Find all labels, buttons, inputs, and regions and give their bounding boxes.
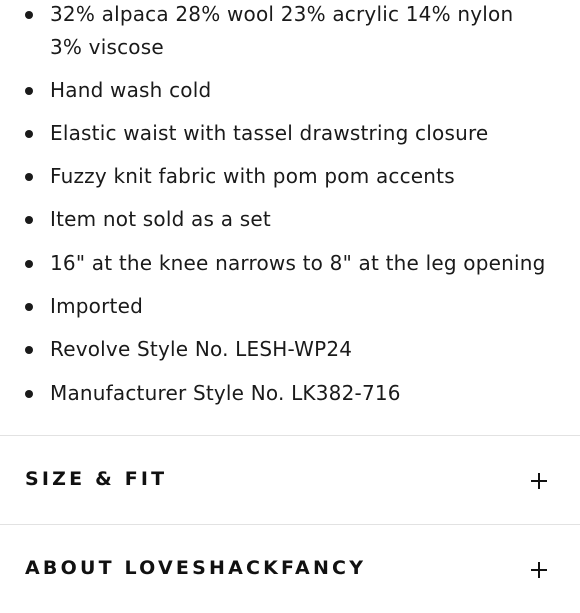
list-item-text: Manufacturer Style No. LK382-716	[50, 381, 401, 405]
accordion-about-loveshackfancy[interactable]	[0, 525, 580, 613]
bullet-icon	[25, 260, 33, 268]
accordion-size-fit[interactable]	[0, 436, 580, 524]
list-item	[50, 203, 550, 236]
bullet-icon	[25, 87, 33, 95]
bullet-icon	[25, 130, 33, 138]
list-item-text: Hand wash cold	[50, 78, 212, 102]
list-item-text: Imported	[50, 294, 143, 318]
plus-icon[interactable]	[531, 562, 547, 578]
list-item-text: Elastic waist with tassel drawstring closure	[50, 121, 489, 145]
bullet-icon	[25, 11, 33, 19]
bullet-icon	[25, 173, 33, 181]
list-item	[50, 247, 550, 280]
list-item-text: Revolve Style No. LESH-WP24	[50, 337, 353, 361]
list-item-text: Fuzzy knit fabric with pom pom accents	[50, 164, 455, 188]
list-item	[50, 290, 550, 323]
bullet-icon	[25, 390, 33, 398]
list-item	[50, 117, 550, 150]
plus-icon[interactable]	[531, 473, 547, 489]
list-item	[50, 74, 550, 107]
list-item	[50, 333, 550, 366]
accordion-title: SIZE & FIT	[25, 468, 168, 490]
list-item-text: 16" at the knee narrows to 8" at the leg opening	[50, 251, 546, 275]
accordion-title: ABOUT LOVESHACKFANCY	[25, 557, 367, 579]
list-item	[50, 377, 550, 410]
list-item	[50, 0, 550, 64]
bullet-icon	[25, 346, 33, 354]
bullet-icon	[25, 303, 33, 311]
list-item-text: 32% alpaca 28% wool 23% acrylic 14% nylon 3% viscose	[50, 2, 514, 59]
list-item	[50, 160, 550, 193]
bullet-icon	[25, 216, 33, 224]
list-item-text: Item not sold as a set	[50, 207, 271, 231]
